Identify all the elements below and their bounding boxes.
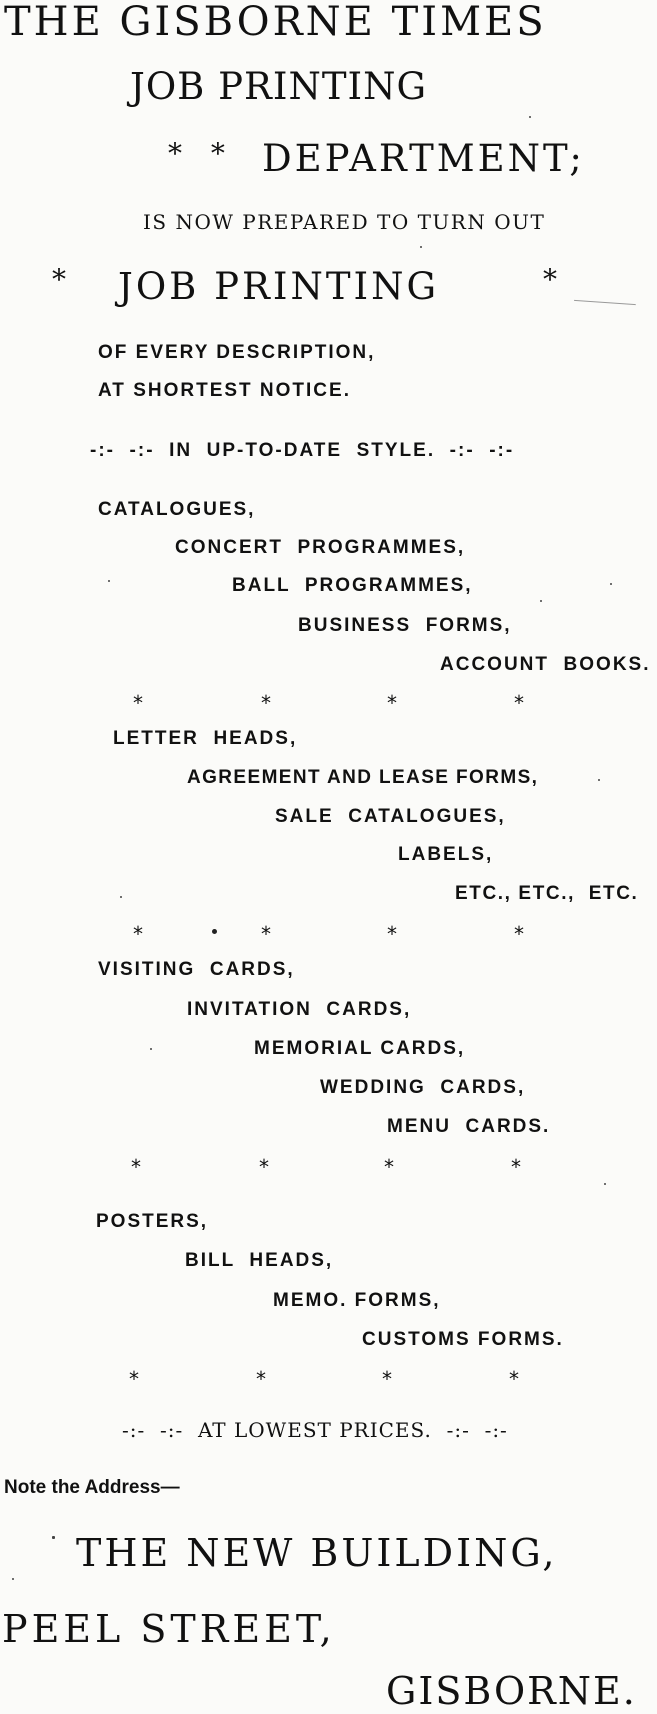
separator-star: *: [387, 691, 397, 715]
group3-item-3: MEMORIAL CARDS,: [254, 1038, 466, 1059]
separator-star: *: [261, 922, 271, 946]
group2-item-2: AGREEMENT AND LEASE FORMS,: [187, 767, 539, 788]
separator-star: *: [382, 1367, 392, 1391]
separator-star: *: [133, 922, 143, 946]
separator-star: *: [256, 1367, 266, 1391]
separator-star: *: [514, 922, 524, 946]
group1-item-2: CONCERT PROGRAMMES,: [175, 537, 466, 558]
separator-star: *: [133, 691, 143, 715]
headline-text: JOB PRINTING: [118, 265, 440, 308]
group2-item-1: LETTER HEADS,: [113, 728, 298, 749]
printing-speck: [120, 896, 122, 898]
department-line-2: DEPARTMENT;: [262, 137, 585, 180]
group3-item-1: VISITING CARDS,: [98, 959, 295, 980]
separator-star: *: [509, 1367, 519, 1391]
printing-speck: [12, 1578, 14, 1580]
group4-item-1: POSTERS,: [96, 1211, 209, 1232]
description-line-2: AT SHORTEST NOTICE.: [98, 380, 351, 401]
printing-speck: [150, 1048, 152, 1050]
separator-star: *: [384, 1155, 394, 1179]
group1-item-1: CATALOGUES,: [98, 499, 256, 520]
group1-item-4: BUSINESS FORMS,: [298, 615, 512, 636]
address-label: Note the Address—: [4, 1477, 180, 1498]
group4-item-4: CUSTOMS FORMS.: [362, 1329, 564, 1350]
department-stars: * *: [168, 137, 235, 170]
group2-item-5: ETC., ETC., ETC.: [455, 883, 639, 904]
headline-rule: [574, 300, 636, 305]
group3-item-4: WEDDING CARDS,: [320, 1077, 526, 1098]
printing-speck: [610, 583, 612, 585]
printing-speck: [529, 116, 531, 118]
department-line-1: JOB PRINTING: [130, 65, 428, 108]
separator-star: *: [131, 1155, 141, 1179]
printing-speck: [604, 1183, 606, 1185]
separator-star: *: [514, 691, 524, 715]
address-line-3: GISBORNE.: [386, 1669, 637, 1713]
address-line-1: THE NEW BUILDING,: [76, 1531, 558, 1575]
group3-item-2: INVITATION CARDS,: [187, 999, 412, 1020]
printing-speck: [108, 580, 110, 582]
separator-star: *: [511, 1155, 521, 1179]
group4-item-3: MEMO. FORMS,: [273, 1290, 441, 1311]
separator-star: *: [129, 1367, 139, 1391]
printing-speck: [212, 929, 217, 934]
printing-speck: [420, 246, 422, 248]
printing-speck: [598, 779, 600, 781]
address-line-2: PEEL STREET,: [2, 1607, 336, 1651]
masthead: THE GISBORNE TIMES: [4, 0, 547, 45]
price-line: -:- -:- AT LOWEST PRICES. -:- -:-: [122, 1418, 508, 1442]
group1-item-3: BALL PROGRAMMES,: [232, 575, 473, 596]
intro-text: IS NOW PREPARED TO TURN OUT: [143, 210, 546, 234]
separator-star: *: [259, 1155, 269, 1179]
group3-item-5: MENU CARDS.: [387, 1116, 551, 1137]
headline-star-right: *: [543, 263, 558, 296]
separator-star: *: [387, 922, 397, 946]
separator-star: *: [261, 691, 271, 715]
group1-item-5: ACCOUNT BOOKS.: [440, 654, 651, 675]
style-line: -:- -:- IN UP-TO-DATE STYLE. -:- -:-: [90, 440, 515, 461]
description-line-1: OF EVERY DESCRIPTION,: [98, 342, 376, 363]
printing-speck: [52, 1536, 55, 1539]
printing-speck: [540, 600, 542, 602]
headline-star-left: *: [52, 263, 67, 296]
group2-item-4: LABELS,: [398, 844, 494, 865]
group2-item-3: SALE CATALOGUES,: [275, 806, 506, 827]
group4-item-2: BILL HEADS,: [185, 1250, 334, 1271]
